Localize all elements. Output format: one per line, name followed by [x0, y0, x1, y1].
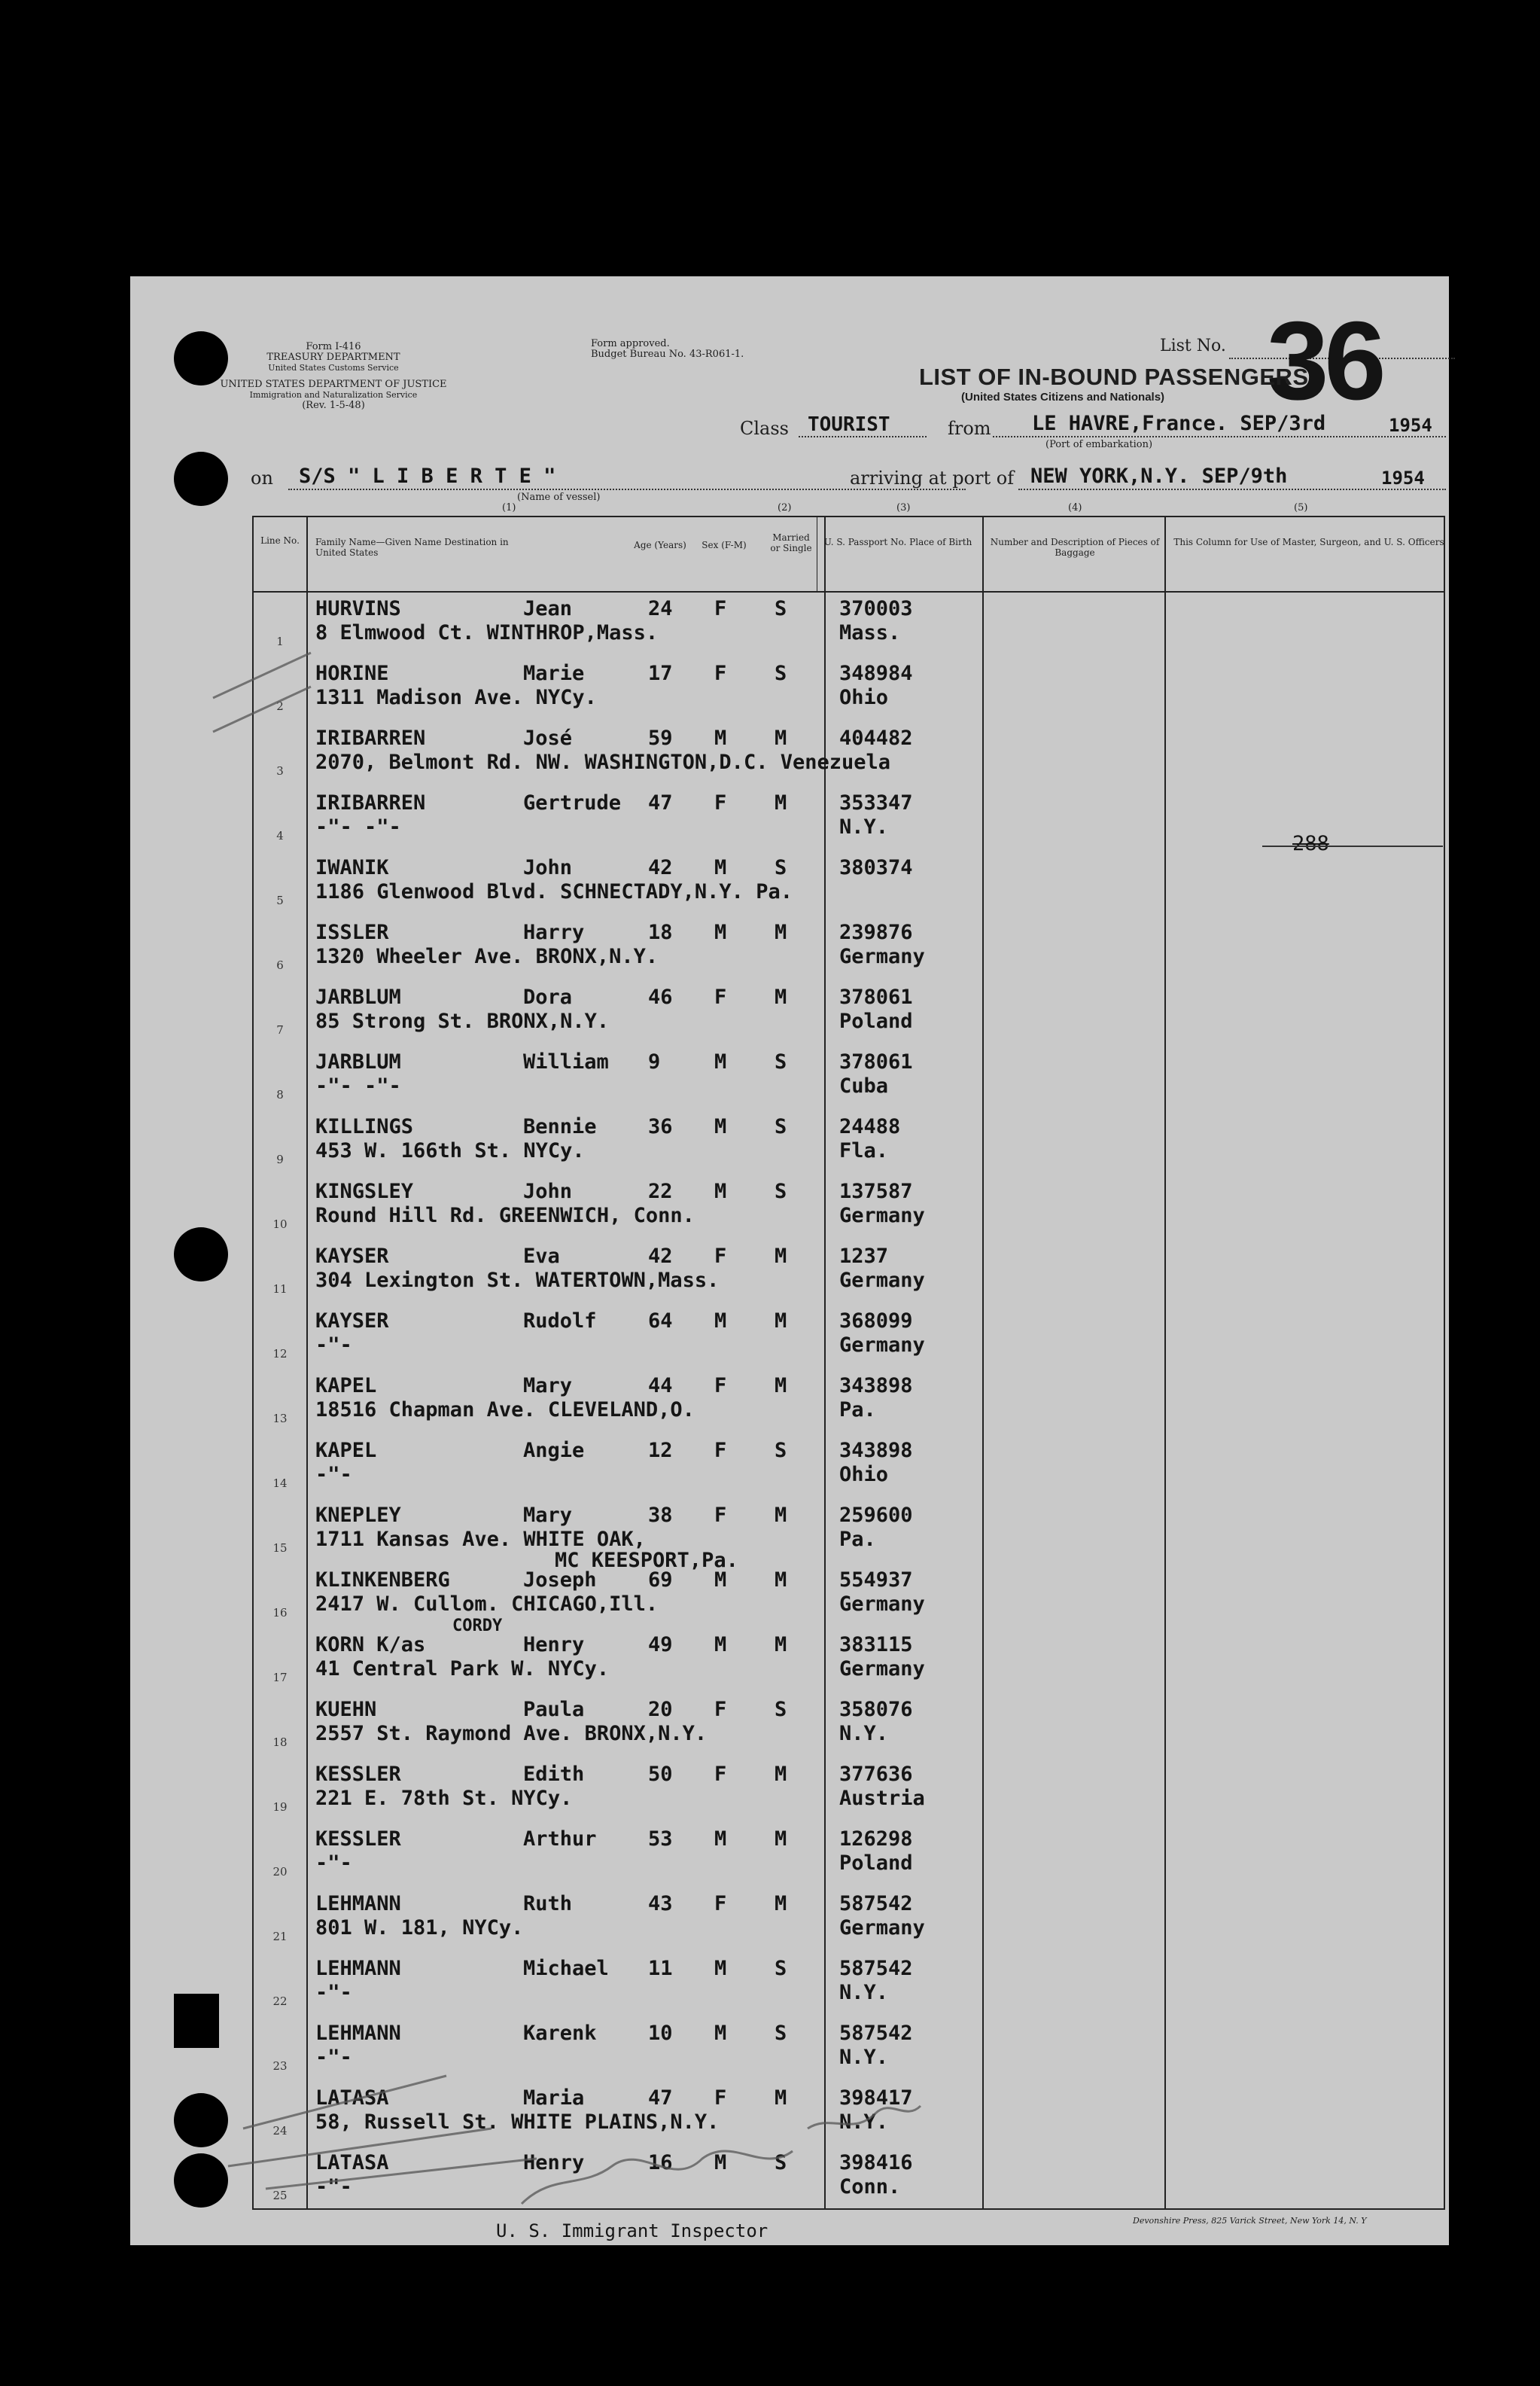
marital-status: M [775, 1763, 787, 1786]
list-no-label: List No. [1160, 337, 1226, 355]
sex: F [714, 2086, 727, 2110]
sex: F [714, 1698, 727, 1721]
sex: M [714, 856, 727, 879]
given-name: José [523, 727, 573, 750]
col-age: Age (Years) [634, 540, 686, 550]
family-name: HORINE [315, 662, 389, 685]
marital-status: M [775, 1827, 787, 1851]
family-name: KESSLER [315, 1763, 401, 1786]
given-name: Paula [523, 1698, 585, 1721]
destination: 2070, Belmont Rd. NW. WASHINGTON,D.C. Venezuela [315, 751, 891, 774]
line-number: 2 [276, 699, 284, 713]
given-name: Ruth [523, 1892, 573, 1915]
destination: -"- [315, 1851, 352, 1875]
binder-hole-1 [174, 331, 228, 385]
family-name: KUEHN [315, 1698, 377, 1721]
col-num-2: (2) [778, 502, 792, 513]
given-name: Marie [523, 662, 585, 685]
age: 22 [648, 1180, 673, 1203]
line-number: 7 [276, 1023, 284, 1037]
marital-status: M [775, 1245, 787, 1268]
form-revision: (Rev. 1-5-48) [302, 400, 365, 411]
line-number: 16 [272, 1606, 288, 1620]
given-name: Bennie [523, 1115, 597, 1138]
destination: 221 E. 78th St. NYCy. [315, 1787, 573, 1810]
col-passport: U. S. Passport No. Place of Birth [823, 537, 972, 547]
place-of-birth: Cuba [839, 1074, 889, 1098]
port-embark-label: (Port of embarkation) [1045, 439, 1153, 450]
arriving-label: arriving at port of [850, 468, 1015, 489]
from-year: 1954 [1389, 415, 1432, 436]
passport-number: 259600 [839, 1504, 913, 1527]
sex: F [714, 1504, 727, 1527]
family-name: LEHMANN [315, 1892, 401, 1915]
given-name: John [523, 856, 573, 879]
sex: F [714, 1892, 727, 1915]
line-number: 20 [272, 1865, 288, 1879]
col-num-5: (5) [1294, 502, 1308, 513]
destination: 1186 Glenwood Blvd. SCHNECTADY,N.Y. Pa. [315, 880, 793, 904]
marital-status: M [775, 1633, 787, 1656]
printer-credit: Devonshire Press, 825 Varick Street, New York 14, N. Y [1133, 2216, 1367, 2226]
line-number: 21 [272, 1930, 288, 1943]
sex: M [714, 1957, 727, 1980]
marital-status: S [775, 1957, 787, 1980]
passport-number: 137587 [839, 1180, 913, 1203]
age: 10 [648, 2022, 673, 2045]
line-number: 11 [272, 1282, 288, 1296]
destination: 2557 St. Raymond Ave. BRONX,N.Y. [315, 1722, 708, 1745]
family-name: IRIBARREN [315, 727, 426, 750]
given-name: Harry [523, 921, 585, 944]
sex: M [714, 1050, 727, 1074]
marital-status: M [775, 1504, 787, 1527]
given-name: Karenk [523, 2022, 597, 2045]
age: 24 [648, 597, 673, 620]
age: 12 [648, 1439, 673, 1462]
place-of-birth: N.Y. [839, 2110, 889, 2134]
col-married: Married or Single [770, 532, 812, 553]
family-name: KLINKENBERG [315, 1568, 450, 1592]
marital-status: M [775, 921, 787, 944]
line-number: 5 [276, 894, 284, 907]
col-officers: This Column for Use of Master, Surgeon, and U. S. Officers [1173, 537, 1444, 547]
destination: -"- [315, 1981, 352, 2004]
given-name: Arthur [523, 1827, 597, 1851]
place-of-birth: Germany [839, 1592, 925, 1616]
manifest-page [130, 276, 1449, 2245]
col-name: Family Name—Given Name Destination in United States [315, 537, 509, 558]
age: 64 [648, 1309, 673, 1333]
marital-status: S [775, 1180, 787, 1203]
marital-status: M [775, 1892, 787, 1915]
given-name: Maria [523, 2086, 585, 2110]
family-name: JARBLUM [315, 986, 401, 1009]
line-number: 23 [272, 2059, 288, 2073]
destination: -"- [315, 1333, 352, 1357]
passport-number: 353347 [839, 791, 913, 815]
class-label: Class [740, 418, 789, 439]
marital-status: S [775, 856, 787, 879]
marital-status: M [775, 1374, 787, 1397]
line-number: 22 [272, 1994, 288, 2008]
sex: M [714, 2022, 727, 2045]
marital-status: M [775, 1309, 787, 1333]
marital-status: S [775, 662, 787, 685]
from-value: LE HAVRE,France. SEP/3rd [1032, 412, 1326, 435]
destination-line-2: MC KEESPORT,Pa. [555, 1549, 738, 1572]
sex: F [714, 597, 727, 620]
dept-ins: Immigration and Naturalization Service [249, 390, 418, 400]
line-number: 9 [276, 1153, 284, 1166]
place-of-birth: Germany [839, 1269, 925, 1292]
destination: 58, Russell St. WHITE PLAINS,N.Y. [315, 2110, 720, 2134]
passport-number: 587542 [839, 1892, 913, 1915]
officer-note: 288 [1292, 832, 1329, 855]
sex: M [714, 1827, 727, 1851]
destination: 8 Elmwood Ct. WINTHROP,Mass. [315, 621, 659, 644]
marital-status: M [775, 986, 787, 1009]
line-number: 13 [272, 1412, 288, 1425]
passport-number: 24488 [839, 1115, 901, 1138]
family-name: KORN K/as [315, 1633, 426, 1656]
col-num-1: (1) [502, 502, 516, 513]
sex: F [714, 662, 727, 685]
given-name: Dora [523, 986, 573, 1009]
given-name: Henry [523, 2151, 585, 2174]
sex: M [714, 1115, 727, 1138]
age: 44 [648, 1374, 673, 1397]
age: 38 [648, 1504, 673, 1527]
given-name: Gertrude [523, 791, 622, 815]
class-value: TOURIST [808, 413, 890, 436]
place-of-birth: Germany [839, 1204, 925, 1227]
passport-number: 378061 [839, 986, 913, 1009]
from-label: from [948, 418, 991, 439]
passport-number: 239876 [839, 921, 913, 944]
place-of-birth: Germany [839, 1916, 925, 1940]
place-of-birth: Germany [839, 1657, 925, 1681]
marital-status: S [775, 1698, 787, 1721]
vessel-label: (Name of vessel) [517, 492, 601, 503]
destination: -"- -"- [315, 815, 401, 839]
age: 53 [648, 1827, 673, 1851]
destination: -"- [315, 1463, 352, 1486]
place-of-birth: N.Y. [839, 2046, 889, 2069]
form-number: Form I-416 [306, 341, 361, 352]
age: 47 [648, 2086, 673, 2110]
passport-number: 368099 [839, 1309, 913, 1333]
family-name: ISSLER [315, 921, 389, 944]
family-name: LATASA [315, 2151, 389, 2174]
line-number: 19 [272, 1800, 288, 1814]
destination: 801 W. 181, NYCy. [315, 1916, 524, 1940]
place-of-birth: N.Y. [839, 1722, 889, 1745]
destination: Round Hill Rd. GREENWICH, Conn. [315, 1204, 695, 1227]
family-name: KAYSER [315, 1309, 389, 1333]
line-number: 8 [276, 1088, 284, 1102]
destination: 2417 W. Cullom. CHICAGO,Ill. [315, 1592, 659, 1616]
col-sex: Sex (F-M) [702, 540, 747, 550]
given-name: Mary [523, 1504, 573, 1527]
line-number: 4 [276, 829, 284, 843]
place-of-birth: N.Y. [839, 815, 889, 839]
passport-number: 343898 [839, 1439, 913, 1462]
sex: M [714, 1309, 727, 1333]
place-of-birth: Conn. [839, 2175, 901, 2199]
family-name: IRIBARREN [315, 791, 426, 815]
given-name: John [523, 1180, 573, 1203]
age: 36 [648, 1115, 673, 1138]
line-number: 1 [276, 635, 284, 648]
marital-status: S [775, 2022, 787, 2045]
given-name: Jean [523, 597, 573, 620]
destination: -"- -"- [315, 1074, 401, 1098]
dept-treasury: TREASURY DEPARTMENT [266, 352, 400, 363]
dept-justice: UNITED STATES DEPARTMENT OF JUSTICE [220, 379, 447, 390]
passport-number: 380374 [839, 856, 913, 879]
age: 69 [648, 1568, 673, 1592]
destination: 453 W. 166th St. NYCy. [315, 1139, 585, 1163]
line-number: 24 [272, 2124, 288, 2138]
age: 17 [648, 662, 673, 685]
marital-status: S [775, 1115, 787, 1138]
age: 42 [648, 1245, 673, 1268]
age: 43 [648, 1892, 673, 1915]
arrival-year: 1954 [1381, 468, 1425, 489]
age: 47 [648, 791, 673, 815]
place-of-birth: Pa. [839, 1398, 876, 1422]
on-label: on [251, 468, 273, 489]
sex: F [714, 986, 727, 1009]
place-of-birth: Austria [839, 1787, 925, 1810]
line-number: 14 [272, 1476, 288, 1490]
place-of-birth: Germany [839, 1333, 925, 1357]
age: 49 [648, 1633, 673, 1656]
inspector-label: U. S. Immigrant Inspector [496, 2220, 768, 2241]
passport-number: 587542 [839, 1957, 913, 1980]
passport-number: 378061 [839, 1050, 913, 1074]
passport-number: 383115 [839, 1633, 913, 1656]
passport-number: 1237 [839, 1245, 889, 1268]
passport-number: 587542 [839, 2022, 913, 2045]
passport-number: 370003 [839, 597, 913, 620]
destination: 85 Strong St. BRONX,N.Y. [315, 1010, 610, 1033]
given-name: Eva [523, 1245, 560, 1268]
list-number: 36 [1267, 299, 1382, 423]
given-name: Angie [523, 1439, 585, 1462]
family-name: KINGSLEY [315, 1180, 414, 1203]
destination: 18516 Chapman Ave. CLEVELAND,O. [315, 1398, 695, 1422]
marital-status: S [775, 1050, 787, 1074]
marital-status: S [775, 597, 787, 620]
list-title: LIST OF IN-BOUND PASSENGERS [919, 364, 1309, 390]
sex: M [714, 1633, 727, 1656]
destination: -"- [315, 2175, 352, 2199]
sex: F [714, 1763, 727, 1786]
line-number: 12 [272, 1347, 288, 1361]
given-name: Edith [523, 1763, 585, 1786]
passport-number: 343898 [839, 1374, 913, 1397]
vessel-name: S/S " L I B E R T E " [299, 465, 556, 488]
pencil-marks [130, 276, 1449, 2245]
passport-number: 358076 [839, 1698, 913, 1721]
line-number: 15 [272, 1541, 288, 1555]
age: 46 [648, 986, 673, 1009]
given-name: Michael [523, 1957, 609, 1980]
sex: M [714, 2151, 727, 2174]
family-name: KILLINGS [315, 1115, 414, 1138]
given-name: Joseph [523, 1568, 597, 1592]
family-name: LEHMANN [315, 2022, 401, 2045]
family-name: LEHMANN [315, 1957, 401, 1980]
line-number: 25 [272, 2189, 288, 2202]
col-num-3: (3) [896, 502, 911, 513]
family-name: KNEPLEY [315, 1504, 401, 1527]
list-subtitle: (United States Citizens and Nationals) [961, 391, 1165, 404]
sex: M [714, 727, 727, 750]
family-name: LATASA [315, 2086, 389, 2110]
place-of-birth: Fla. [839, 1139, 889, 1163]
line-number: 10 [272, 1217, 288, 1231]
place-of-birth: Pa. [839, 1528, 876, 1551]
given-name: Mary [523, 1374, 573, 1397]
family-name: KAPEL [315, 1439, 377, 1462]
line-number: 3 [276, 764, 284, 778]
dept-customs: United States Customs Service [268, 363, 399, 373]
binder-hole-3 [174, 1227, 228, 1281]
destination: 1320 Wheeler Ave. BRONX,N.Y. [315, 945, 659, 968]
given-name: Rudolf [523, 1309, 597, 1333]
place-of-birth: Poland [839, 1851, 913, 1875]
family-name: KESSLER [315, 1827, 401, 1851]
place-of-birth: N.Y. [839, 1981, 889, 2004]
col-num-4: (4) [1068, 502, 1082, 513]
line-number: 6 [276, 958, 284, 972]
binder-hole-5 [174, 2093, 228, 2147]
age: 20 [648, 1698, 673, 1721]
sex: F [714, 1374, 727, 1397]
marital-status: S [775, 2151, 787, 2174]
binder-hole-4 [174, 1994, 219, 2048]
line-number: 17 [272, 1671, 288, 1684]
sex: F [714, 1439, 727, 1462]
given-name: Henry [523, 1633, 585, 1656]
passport-number: 398416 [839, 2151, 913, 2174]
place-of-birth: Ohio [839, 686, 889, 709]
destination: 1711 Kansas Ave. WHITE OAK, [315, 1528, 646, 1551]
form-approved: Form approved. [591, 338, 670, 349]
sex: M [714, 921, 727, 944]
place-of-birth: Ohio [839, 1463, 889, 1486]
destination: -"- [315, 2046, 352, 2069]
family-name: JARBLUM [315, 1050, 401, 1074]
place-of-birth: Germany [839, 945, 925, 968]
marital-status: M [775, 727, 787, 750]
arrival-value: NEW YORK,N.Y. SEP/9th [1030, 465, 1288, 488]
age: 16 [648, 2151, 673, 2174]
binder-hole-2 [174, 452, 228, 506]
passport-number: 348984 [839, 662, 913, 685]
age: 50 [648, 1763, 673, 1786]
marital-status: M [775, 791, 787, 815]
col-line-no: Line No. [260, 535, 300, 546]
sex: F [714, 1245, 727, 1268]
marital-status: S [775, 1439, 787, 1462]
age: 59 [648, 727, 673, 750]
sex: M [714, 1180, 727, 1203]
family-name: KAPEL [315, 1374, 377, 1397]
family-name: IWANIK [315, 856, 389, 879]
family-name: KAYSER [315, 1245, 389, 1268]
age: 42 [648, 856, 673, 879]
passport-number: 377636 [839, 1763, 913, 1786]
col-baggage: Number and Description of Pieces of Baggage [990, 537, 1160, 558]
marital-status: M [775, 2086, 787, 2110]
passport-number: 398417 [839, 2086, 913, 2110]
age: 18 [648, 921, 673, 944]
age: 9 [648, 1050, 661, 1074]
age: 11 [648, 1957, 673, 1980]
place-of-birth: Mass. [839, 621, 901, 644]
destination: 304 Lexington St. WATERTOWN,Mass. [315, 1269, 720, 1292]
sex: M [714, 1568, 727, 1592]
passport-number: 554937 [839, 1568, 913, 1592]
sex: F [714, 791, 727, 815]
family-name: HURVINS [315, 597, 401, 620]
marital-status: M [775, 1568, 787, 1592]
destination: 1311 Madison Ave. NYCy. [315, 686, 597, 709]
passport-number: 126298 [839, 1827, 913, 1851]
budget-bureau: Budget Bureau No. 43-R061-1. [591, 349, 744, 360]
passport-number: 404482 [839, 727, 913, 750]
alias: CORDY [452, 1617, 503, 1635]
line-number: 18 [272, 1735, 288, 1749]
place-of-birth: Poland [839, 1010, 913, 1033]
binder-hole-6 [174, 2153, 228, 2208]
destination: 41 Central Park W. NYCy. [315, 1657, 610, 1681]
given-name: William [523, 1050, 609, 1074]
